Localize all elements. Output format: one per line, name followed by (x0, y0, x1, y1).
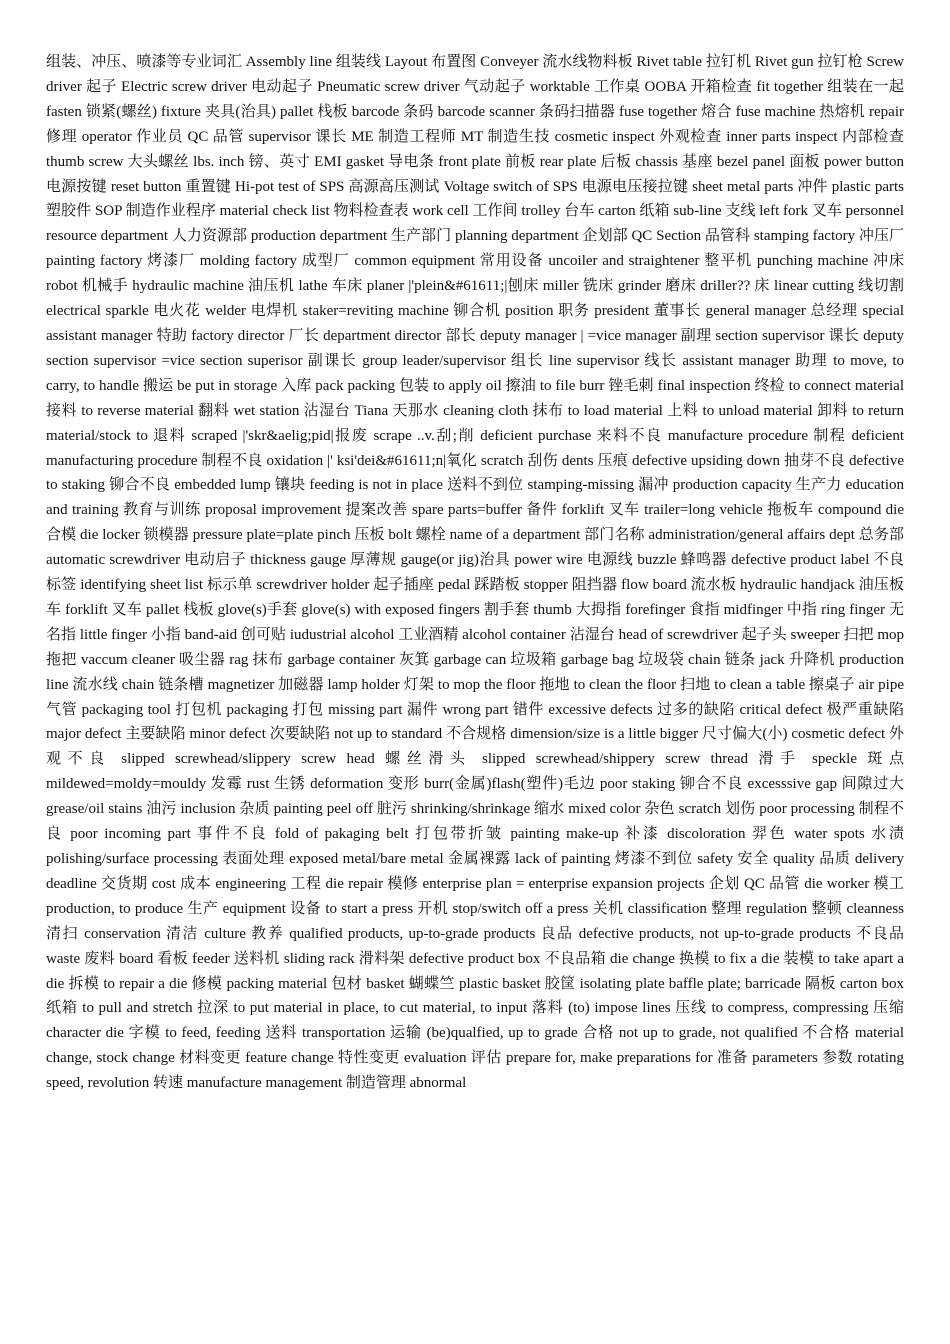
glossary-body-text: 组装、冲压、喷漆等专业词汇 Assembly line 组装线 Layout 布置图 Conveyer 流水线物料板 Rivet table 拉钉机 Rivet gun 拉钉枪 Screw driver 起子 Electric screw driver 电动起子 Pneumatic screw driver 气动起子 worktable 工作桌 OOBA 开箱检查 fit together 组装在一起 fasten 锁紧(螺丝) fixture 夹具(治具) pallet 栈板 barcode 条码 barcode scanner 条码扫描器 fuse together 熔合 fuse machine 热熔机 repair 修理 operator 作业员 QC 品管 supervisor 课长 ME 制造工程师 MT 制造生技 cosmetic inspect 外观检查 inner parts inspect 内部检查 thumb screw 大头螺丝 lbs. inch 镑、英寸 EMI gasket 导电条 front plate 前板 rear plate 后板 chassis 基座 bezel panel 面板 power button 电源按键 reset button 重置键 Hi-pot test of SPS 高源高压测试 Voltage switch of SPS 电源电压接拉键 sheet metal parts 冲件 plastic parts 塑胶件 SOP 制造作业程序 material check list 物料检查表 work cell 工作间 trolley 台车 carton 纸箱 sub-line 支线 left fork 叉车 personnel resource department 人力资源部 production department 生产部门 planning department 企划部 QC Section 品管科 stamping factory 冲压厂 painting factory 烤漆厂 molding factory 成型厂 common equipment 常用设备 uncoiler and straightener 整平机 punching machine 冲床 robot 机械手 hydraulic machine 油压机 lathe 车床 planer |'plein&#61611;|刨床 miller 铣床 grinder 磨床 driller?? 床 linear cutting 线切割 electrical sparkle 电火花 welder 电焊机 staker=reviting machine 铆合机 position 职务 president 董事长 general manager 总经理 special assistant manager 特助 factory director 厂长 department director 部长 deputy manager | =vice manager 副理 section supervisor 课长 deputy section supervisor =vice section superisor 副课长 group leader/supervisor 组长 line supervisor 线长 assistant manager 助理 to move, to carry, to handle 搬运 be put in storage 入库 pack packing 包装 to apply oil 擦油 to file burr 锉毛刺 final inspection 终检 to connect material 接料 to reverse material 翻料 wet station 沾湿台 Tiana 天那水 cleaning cloth 抹布 to load material 上料 to unload material 卸料 to return material/stock to 退料 scraped |'skr&aelig;pid|报废 scrape ..v.刮;削 deficient purchase 来料不良 manufacture procedure 制程 deficient manufacturing procedure 制程不良 oxidation |' ksi'dei&#61611;n|氧化 scratch 刮伤 dents 压痕 defective upsiding down 抽芽不良 defective to staking 铆合不良 embedded lump 镶块 feeding is not in place 送料不到位 stamping-missing 漏冲 production capacity 生产力 education and training 教育与训练 proposal improvement 提案改善 spare parts=buffer 备件 forklift 叉车 trailer=long vehicle 拖板车 compound die 合模 die locker 锁模器 pressure plate=plate pinch 压板 bolt 螺栓 name of a department 部门名称 administration/general affairs dept 总务部 automatic screwdriver 电动启子 thickness gauge 厚薄规 gauge(or jig)治具 power wire 电源线 buzzle 蜂鸣器 defective product label 不良标签 identifying sheet list 标示单 screwdriver holder 起子插座 pedal 踩踏板 stopper 阻挡器 flow board 流水板 hydraulic handjack 油压板车 forklift 叉车 pallet 栈板 glove(s)手套 glove(s) with exposed fingers 割手套 thumb 大拇指 forefinger 食指 midfinger 中指 ring finger 无名指 little finger 小指 band-aid 创可贴 iudustrial alcohol 工业酒精 alcohol container 沾湿台 head of screwdriver 起子头 sweeper 扫把 mop 拖把 vaccum cleaner 吸尘器 rag 抹布 garbage container 灰箕 garbage can 垃圾箱 garbage bag 垃圾袋 chain 链条 jack 升降机 production line 流水线 chain 链条槽 magnetizer 加磁器 lamp holder 灯架 to mop the floor 拖地 to clean the floor 扫地 to clean a table 擦桌子 air pipe 气管 packaging tool 打包机 packaging 打包 missing part 漏件 wrong part 错件 excessive defects 过多的缺陷 critical defect 极严重缺陷 major defect 主要缺陷 minor defect 次要缺陷 not up to standard 不合规格 dimension/size is a little bigger 尺寸偏大(小) cosmetic defect 外观不良 slipped screwhead/slippery screw head 螺丝滑头 slipped screwhead/shippery screw thread 滑手 speckle 斑点 mildewed=moldy=mouldy 发霉 rust 生锈 deformation 变形 burr(金属)flash(塑件)毛边 poor staking 铆合不良 excesssive gap 间隙过大 grease/oil stains 油污 inclusion 杂质 painting peel off 脏污 shrinking/shrinkage 缩水 mixed color 杂色 scratch 划伤 poor processing 制程不良 poor incoming part 事件不良 fold of pakaging belt 打包带折皱 painting make-up 补漆 discoloration 羿色 water spots 水渍 polishing/surface processing 表面处理 exposed metal/bare metal 金属裸露 lack of painting 烤漆不到位 safety 安全 quality 品质 delivery deadline 交货期 cost 成本 engineering 工程 die repair 模修 enterprise plan = enterprise expansion projects 企划 QC 品管 die worker 模工 production, to produce 生产 equipment 设备 to start a press 开机 stop/switch off a press 关机 classification 整理 regulation 整顿 cleanness 清扫 conservation 清洁 culture 教养 qualified products, up-to-grade products 良品 defective products, not up-to-grade products 不良品 waste 废料 board 看板 feeder 送料机 sliding rack 滑料架 defective product box 不良品箱 die change 换模 to fix a die 装模 to take apart a die 拆模 to repair a die 修模 packing material 包材 basket 蝴蝶竺 plastic basket 胶筐 isolating plate baffle plate; barricade 隔板 carton box 纸箱 to pull and stretch 拉深 to put material in place, to cut material, to input 落料 (to) impose lines 压线 to compress, compressing 压缩 character die 字模 to feed, feeding 送料 transportation 运输 (be)qualfied, up to grade 合格 not up to grade, not qualified 不合格 material change, stock change 材料变更 feature change 特性变更 evaluation 评估 prepare for, make preparations for 准备 parameters 参数 rotating speed, revolution 转速 manufacture management 制造管理 abnormal (46, 54, 904, 1092)
